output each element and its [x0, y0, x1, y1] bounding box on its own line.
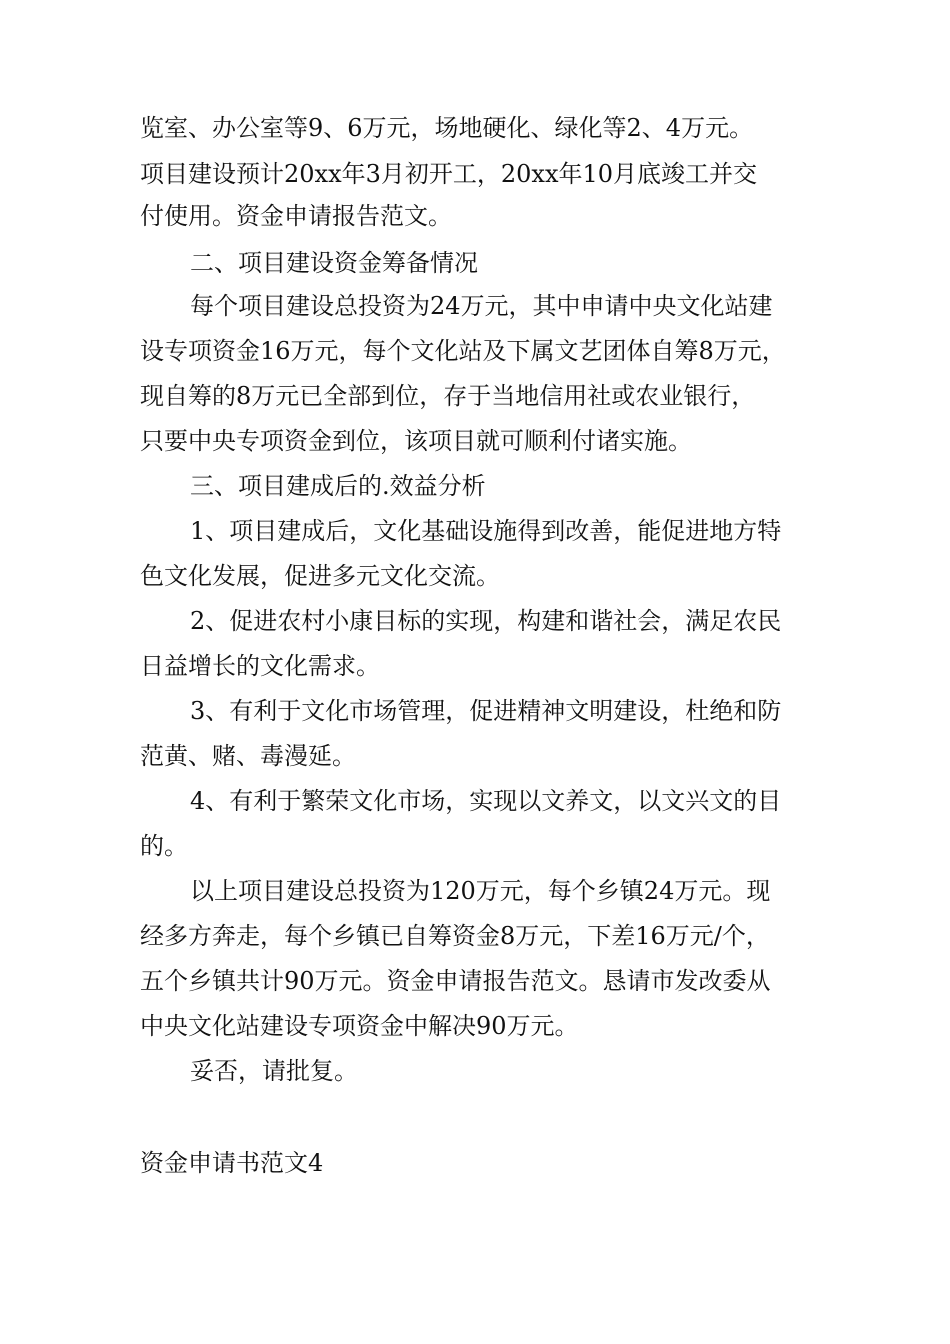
body-text-line: 览室、办公室等9、6万元，场地硬化、绿化等2、4万元。 — [140, 114, 754, 142]
body-text-line: 五个乡镇共计90万元。资金申请报告范文。恳请市发改委从 — [140, 967, 771, 995]
body-text-line: 每个项目建设总投资为24万元，其中申请中央文化站建 — [190, 292, 773, 320]
list-item-text: 3、有利于文化市场管理，促进精神文明建设，杜绝和防 — [190, 697, 782, 725]
body-text-line: 以上项目建设总投资为120万元，每个乡镇24万元。现 — [190, 877, 771, 905]
body-text-line: 只要中央专项资金到位，该项目就可顺利付诸实施。 — [140, 427, 692, 455]
body-text-line: 现自筹的8万元已全部到位，存于当地信用社或农业银行， — [140, 382, 756, 410]
body-text-line: 项目建设预计20xx年3月初开工，20xx年10月底竣工并交 — [140, 160, 758, 188]
body-text-line: 中央文化站建设专项资金中解决90万元。 — [140, 1012, 579, 1040]
section-heading: 三、项目建成后的.效益分析 — [190, 472, 486, 500]
list-item-text: 1、项目建成后，文化基础设施得到改善，能促进地方特 — [190, 517, 782, 545]
list-item-text: 4、有利于繁荣文化市场，实现以文养文，以文兴文的目 — [190, 787, 782, 815]
list-item-text: 2、促进农村小康目标的实现，构建和谐社会，满足农民 — [190, 607, 782, 635]
section-title: 资金申请书范文4 — [140, 1149, 324, 1177]
body-text-line: 经多方奔走，每个乡镇已自筹资金8万元，下差16万元/个， — [140, 922, 770, 950]
section-heading: 二、项目建设资金筹备情况 — [190, 249, 478, 277]
body-text-line: 设专项资金16万元，每个文化站及下属文艺团体自筹8万元， — [140, 337, 786, 365]
list-item-text: 日益增长的文化需求。 — [140, 652, 380, 680]
list-item-text: 范黄、赌、毒漫延。 — [140, 742, 356, 770]
body-text-line: 付使用。资金申请报告范文。 — [140, 202, 452, 230]
list-item-text: 色文化发展，促进多元文化交流。 — [140, 562, 500, 590]
list-item-text: 的。 — [140, 832, 188, 860]
closing-text: 妥否，请批复。 — [190, 1057, 358, 1085]
